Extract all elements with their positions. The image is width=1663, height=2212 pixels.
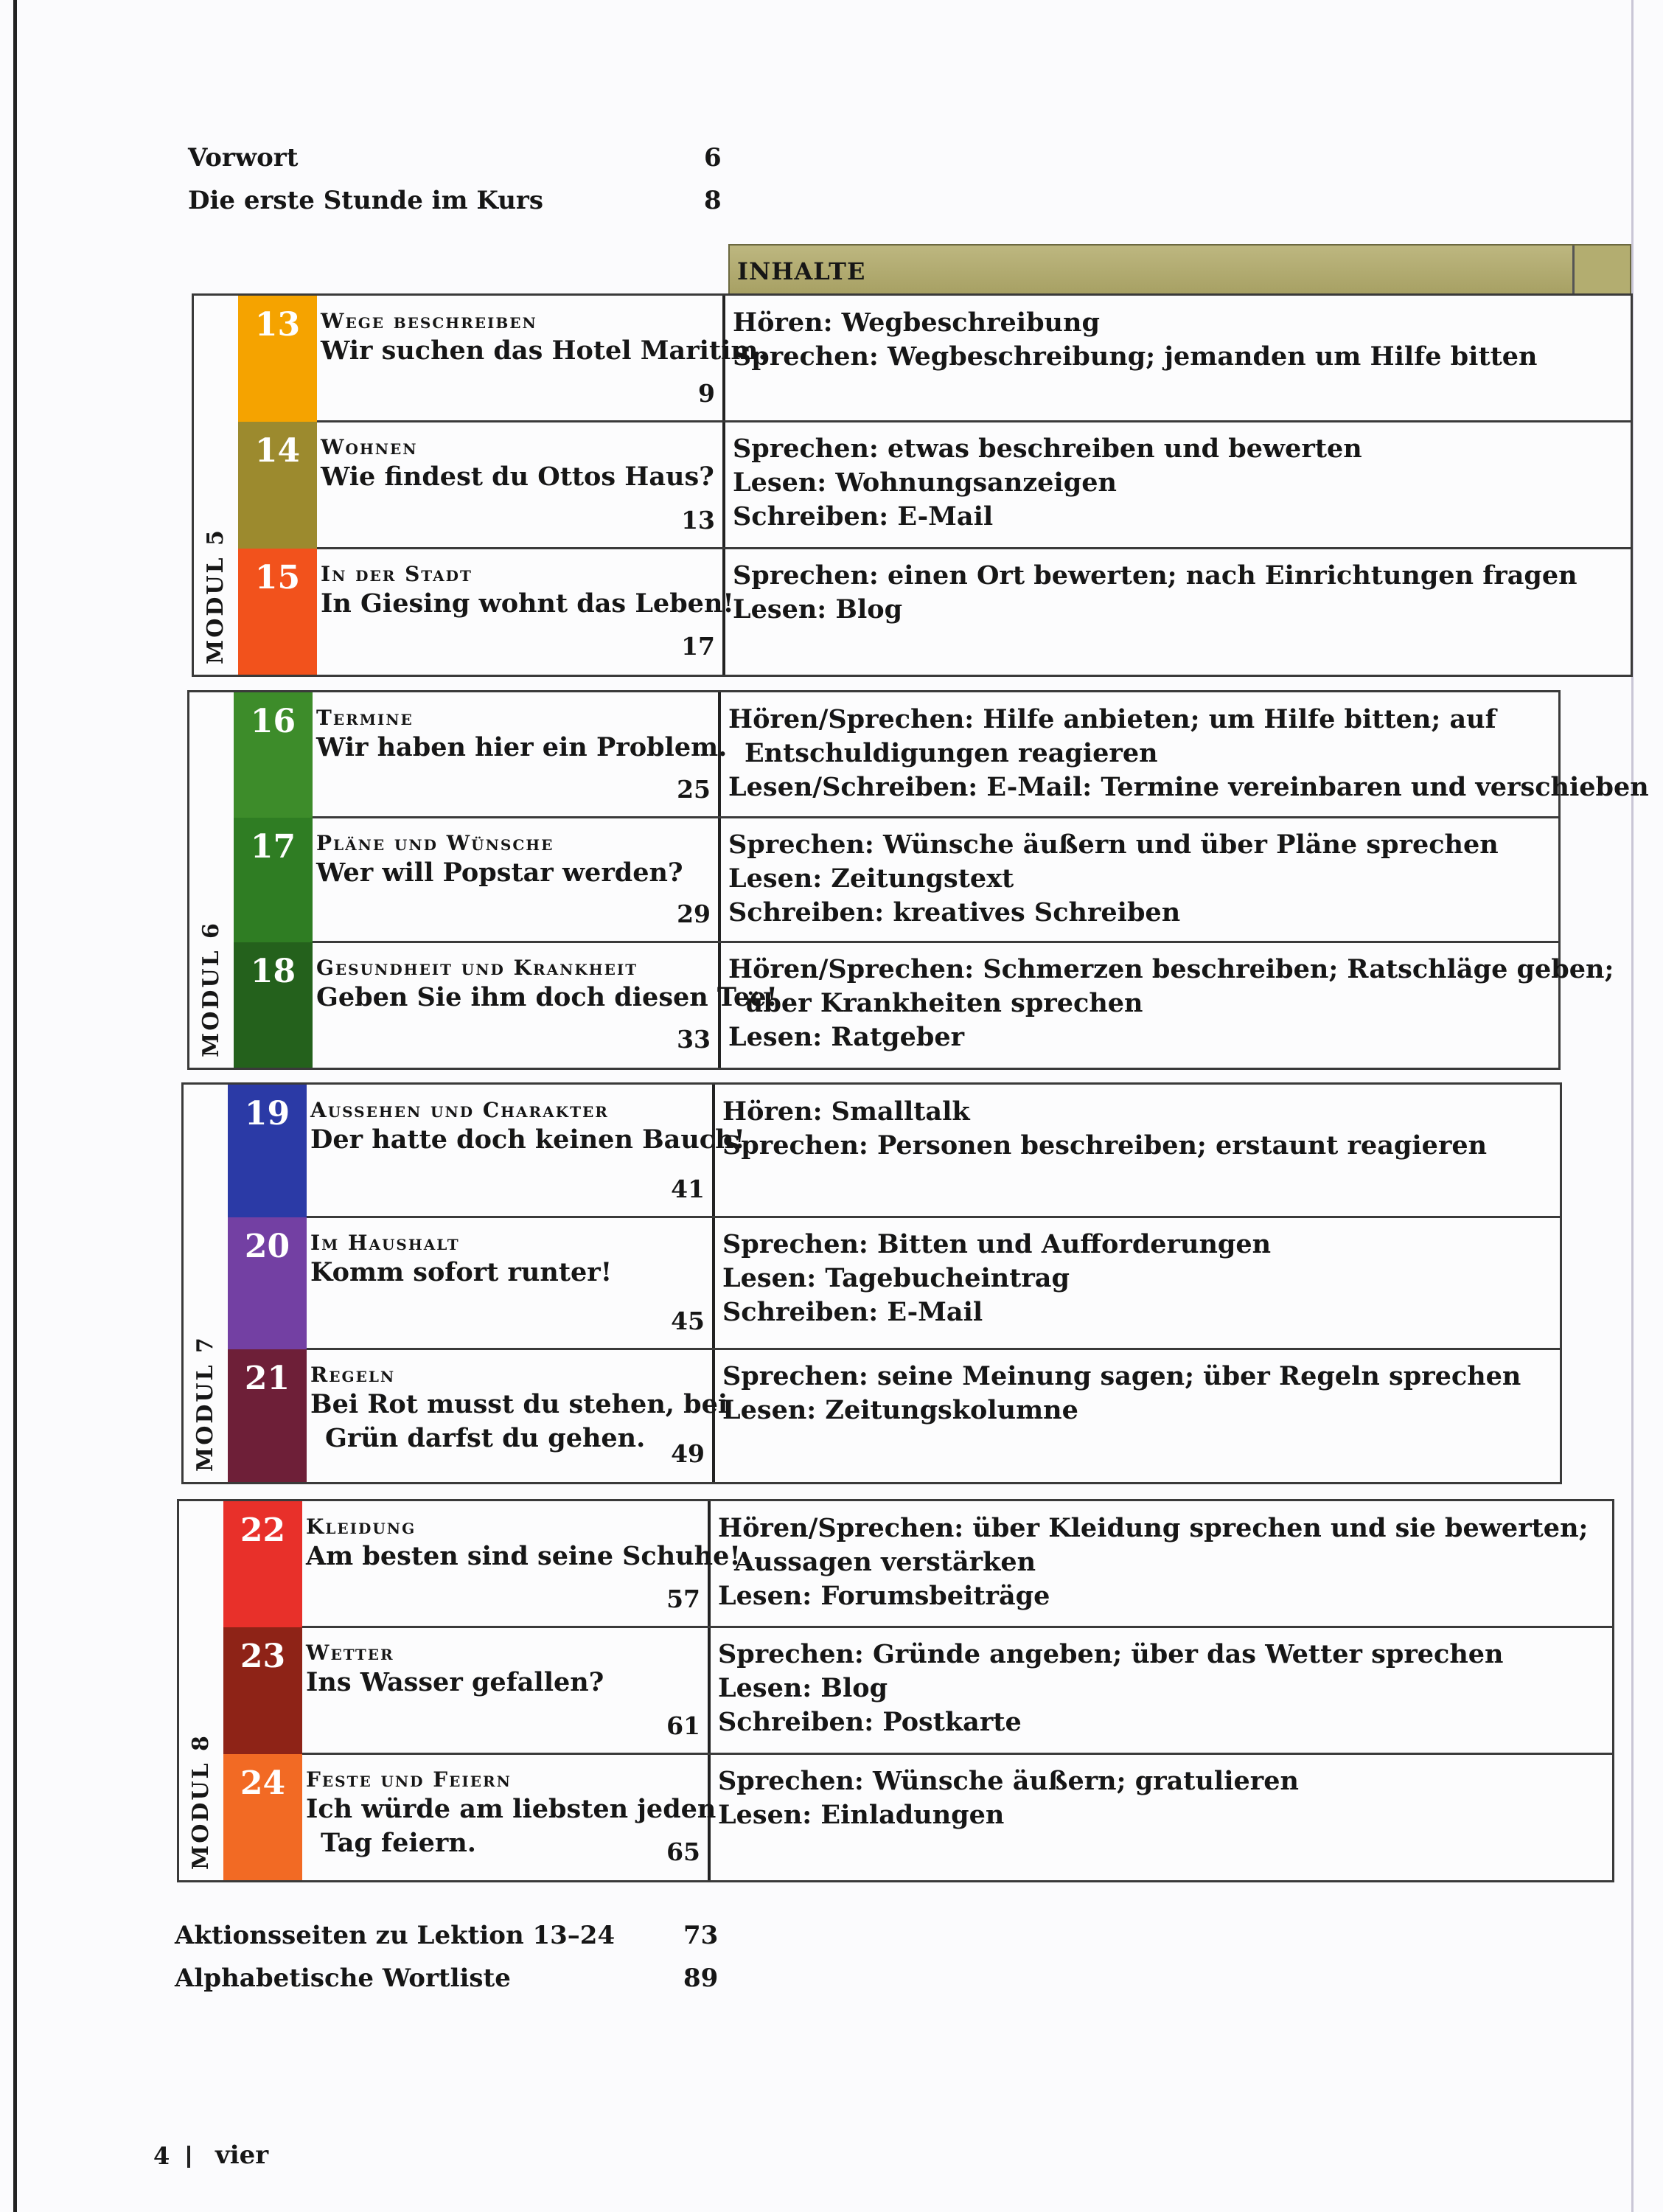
module-label: MODUL 6 bbox=[198, 921, 224, 1057]
lesson-number: 13 bbox=[254, 306, 301, 344]
module-label: MODUL 8 bbox=[188, 1733, 214, 1870]
lesson-page: 25 bbox=[677, 774, 711, 804]
lesson-content-line: Lesen: Ratgeber bbox=[728, 1022, 965, 1053]
module-box bbox=[192, 293, 1633, 677]
lesson-content-line: Schreiben: kreatives Schreiben bbox=[728, 897, 1181, 928]
lesson-title: Geben Sie ihm doch diesen Tee! bbox=[316, 982, 778, 1013]
lesson-page: 17 bbox=[681, 632, 715, 661]
lesson-topic: Wege beschreiben bbox=[321, 309, 537, 333]
lesson-number: 15 bbox=[254, 558, 301, 597]
lesson-number: 17 bbox=[250, 827, 296, 866]
lesson-title: Der hatte doch keinen Bauch! bbox=[310, 1124, 745, 1155]
footer-page-number: 4 bbox=[153, 2142, 170, 2170]
lesson-content-line: Hören/Sprechen: Schmerzen beschreiben; Ratschläge geben; bbox=[728, 954, 1614, 985]
lesson-color-bar bbox=[228, 1349, 307, 1482]
toc-entry-page: 6 bbox=[704, 143, 722, 173]
toc-entry-erste-stunde bbox=[188, 186, 722, 215]
toc-entry-title: Vorwort bbox=[188, 143, 299, 173]
lesson-content-line: Sprechen: Bitten und Aufforderungen bbox=[722, 1228, 1272, 1259]
lesson-title: Ins Wasser gefallen? bbox=[306, 1667, 604, 1698]
lesson-content-line: Lesen: Forumsbeiträge bbox=[718, 1581, 1050, 1611]
lesson-content-line: Sprechen: Wünsche äußern; gratulieren bbox=[718, 1765, 1299, 1796]
contents-header-label: INHALTE bbox=[737, 257, 866, 285]
lesson-number: 18 bbox=[250, 953, 296, 991]
lesson-color-bar bbox=[228, 1085, 307, 1217]
lesson-content-line: Lesen/Schreiben: E-Mail: Termine vereinbaren und verschieben bbox=[728, 772, 1649, 802]
toc-entry-page: 8 bbox=[704, 186, 722, 215]
lesson-content-line: Sprechen: Wegbeschreibung; jemanden um Hilfe bitten bbox=[733, 341, 1538, 372]
lesson-color-bar bbox=[238, 296, 317, 422]
toc-entry-title: Aktionsseiten zu Lektion 13–24 bbox=[175, 1921, 616, 1950]
lesson-title: Wer will Popstar werden? bbox=[316, 857, 683, 888]
lesson-page: 9 bbox=[698, 379, 715, 408]
lesson-page: 57 bbox=[666, 1585, 700, 1614]
lesson-content-line: Hören: Wegbeschreibung bbox=[733, 307, 1100, 338]
lesson-title: Wie findest du Ottos Haus? bbox=[321, 462, 714, 493]
lesson-content-line: Lesen: Blog bbox=[733, 594, 903, 625]
lesson-divider bbox=[302, 1753, 1612, 1755]
lesson-topic: Wohnen bbox=[321, 435, 418, 460]
lesson-title: Bei Rot musst du stehen, bei bbox=[310, 1389, 728, 1420]
lesson-topic: Im Haushalt bbox=[310, 1230, 460, 1255]
lesson-topic: In der Stadt bbox=[321, 561, 473, 586]
lesson-topic: Termine bbox=[316, 706, 414, 730]
lesson-content-line: über Krankheiten sprechen bbox=[745, 988, 1143, 1019]
lesson-page: 33 bbox=[677, 1025, 711, 1054]
lesson-divider bbox=[317, 547, 1631, 549]
lesson-topic: Aussehen und Charakter bbox=[310, 1098, 609, 1122]
lesson-content-line: Hören/Sprechen: Hilfe anbieten; um Hilfe bitten; auf bbox=[728, 704, 1496, 734]
toc-entry-page: 73 bbox=[683, 1921, 719, 1950]
lesson-number: 21 bbox=[244, 1360, 290, 1398]
lesson-content-line: Hören: Smalltalk bbox=[722, 1096, 970, 1127]
lesson-title: In Giesing wohnt das Leben! bbox=[321, 588, 734, 619]
page-left-margin-rule bbox=[13, 0, 17, 2212]
module-box bbox=[187, 690, 1649, 1070]
lesson-content-line: Lesen: Einladungen bbox=[718, 1799, 1005, 1830]
lesson-divider bbox=[313, 941, 1558, 943]
lesson-number: 23 bbox=[240, 1638, 286, 1676]
lesson-content-line: Schreiben: E-Mail bbox=[722, 1296, 983, 1327]
lesson-divider bbox=[307, 1348, 1560, 1350]
lesson-number: 20 bbox=[244, 1227, 290, 1265]
lesson-divider bbox=[313, 816, 1558, 818]
lesson-page: 65 bbox=[666, 1837, 700, 1866]
lesson-number: 24 bbox=[240, 1764, 286, 1802]
toc-entry-wortliste bbox=[175, 1964, 719, 1993]
lesson-title: Komm sofort runter! bbox=[310, 1256, 613, 1287]
lesson-divider bbox=[317, 420, 1631, 422]
toc-entry-page: 89 bbox=[683, 1964, 719, 1993]
module-label: MODUL 7 bbox=[192, 1335, 218, 1472]
lesson-topic: Regeln bbox=[310, 1363, 396, 1388]
lesson-title: Grün darfst du gehen. bbox=[325, 1423, 646, 1454]
toc-entry-aktionsseiten bbox=[175, 1921, 719, 1950]
lesson-number: 16 bbox=[250, 703, 296, 740]
lesson-content-line: Sprechen: Gründe angeben; über das Wetter sprechen bbox=[718, 1639, 1504, 1670]
footer-page-word: vier bbox=[215, 2140, 269, 2170]
lesson-content-line: Aussagen verstärken bbox=[734, 1547, 1036, 1577]
footer-separator bbox=[187, 2146, 190, 2168]
lesson-content-line: Lesen: Tagebucheintrag bbox=[722, 1262, 1070, 1293]
lesson-title: Wir haben hier ein Problem. bbox=[316, 732, 728, 762]
lesson-content-line: Lesen: Zeitungskolumne bbox=[722, 1395, 1078, 1426]
lesson-content-line: Sprechen: einen Ort bewerten; nach Einrichtungen fragen bbox=[733, 560, 1577, 591]
toc-entry-title: Alphabetische Wortliste bbox=[175, 1964, 511, 1993]
module-box bbox=[177, 1499, 1614, 1882]
lesson-title: Am besten sind seine Schuhe! bbox=[306, 1541, 741, 1571]
lesson-color-bar bbox=[234, 818, 313, 943]
lesson-topic: Wetter bbox=[306, 1641, 394, 1666]
lesson-content-line: Hören/Sprechen: über Kleidung sprechen und sie bewerten; bbox=[718, 1513, 1589, 1543]
lesson-number: 14 bbox=[254, 432, 301, 470]
lesson-color-bar bbox=[223, 1627, 302, 1753]
lesson-content-line: Sprechen: seine Meinung sagen; über Regeln sprechen bbox=[722, 1361, 1521, 1392]
lesson-page: 29 bbox=[677, 900, 711, 929]
lesson-number: 19 bbox=[244, 1095, 290, 1133]
lesson-content-line: Sprechen: Wünsche äußern und über Pläne sprechen bbox=[728, 829, 1499, 860]
lesson-color-bar bbox=[228, 1217, 307, 1350]
lesson-topic: Kleidung bbox=[306, 1514, 416, 1539]
lesson-content-line: Lesen: Blog bbox=[718, 1673, 888, 1704]
lesson-color-bar bbox=[223, 1501, 302, 1627]
module-box bbox=[181, 1082, 1562, 1484]
lesson-topic: Feste und Feiern bbox=[306, 1767, 512, 1792]
lesson-page: 45 bbox=[671, 1307, 705, 1336]
lesson-page: 49 bbox=[671, 1439, 705, 1468]
lesson-color-bar bbox=[234, 692, 313, 818]
lesson-page: 13 bbox=[681, 505, 715, 535]
module-label: MODUL 5 bbox=[203, 528, 229, 664]
lesson-title: Wir suchen das Hotel Maritim. bbox=[321, 335, 767, 366]
lesson-number: 22 bbox=[240, 1512, 286, 1549]
toc-entry-vorwort bbox=[188, 143, 722, 173]
lesson-color-bar bbox=[234, 942, 313, 1068]
lesson-content-line: Sprechen: Personen beschreiben; erstaunt reagieren bbox=[722, 1130, 1488, 1161]
lesson-title: Tag feiern. bbox=[321, 1827, 476, 1858]
lesson-page: 41 bbox=[671, 1174, 705, 1203]
lesson-content-line: Schreiben: E-Mail bbox=[733, 501, 994, 532]
lesson-divider bbox=[307, 1216, 1560, 1218]
lesson-color-bar bbox=[238, 549, 317, 675]
lesson-content-line: Entschuldigungen reagieren bbox=[745, 738, 1158, 768]
lesson-title: Ich würde am liebsten jeden bbox=[306, 1793, 717, 1824]
lesson-topic: Pläne und Wünsche bbox=[316, 830, 554, 855]
lesson-color-bar bbox=[223, 1754, 302, 1880]
lesson-content-line: Sprechen: etwas beschreiben und bewerten bbox=[733, 434, 1362, 465]
lesson-topic: Gesundheit und Krankheit bbox=[316, 956, 638, 981]
lesson-color-bar bbox=[238, 422, 317, 548]
lesson-divider bbox=[302, 1626, 1612, 1628]
lesson-content-line: Lesen: Wohnungsanzeigen bbox=[733, 467, 1117, 498]
toc-entry-title: Die erste Stunde im Kurs bbox=[188, 186, 543, 215]
lesson-content-line: Schreiben: Postkarte bbox=[718, 1707, 1022, 1738]
lesson-content-line: Lesen: Zeitungstext bbox=[728, 863, 1014, 894]
lesson-page: 61 bbox=[666, 1711, 700, 1740]
